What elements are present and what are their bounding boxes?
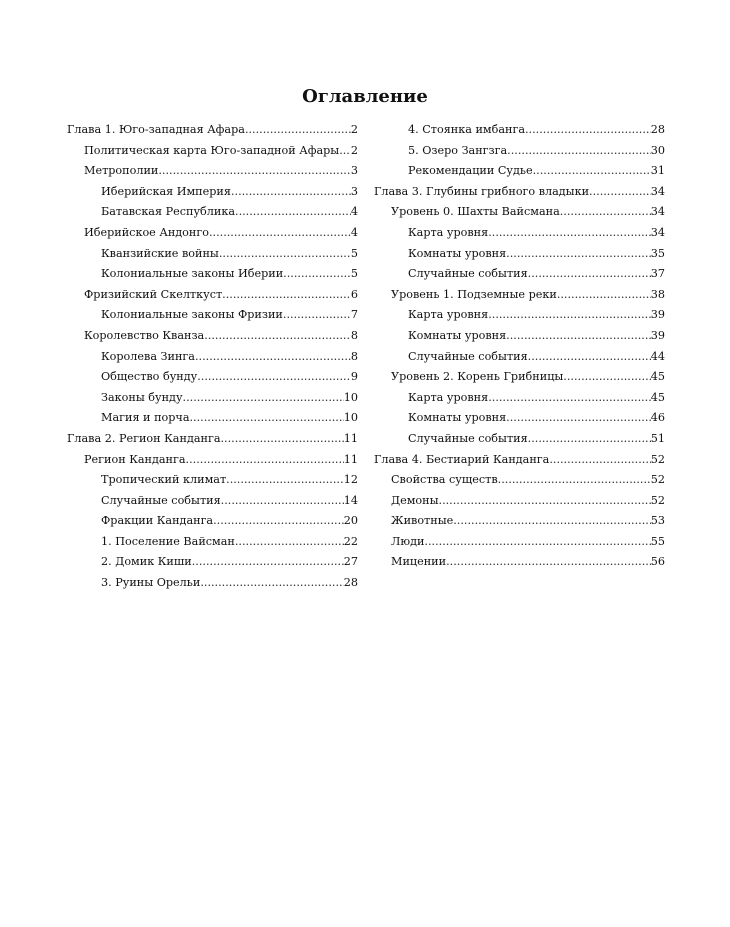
toc-entry-page: 44 [650, 349, 665, 363]
toc-entry[interactable] [374, 120, 665, 141]
toc-entry-page: 8 [350, 349, 358, 363]
toc-leader-dots [219, 244, 351, 265]
toc-entry-page: 9 [350, 370, 358, 384]
toc-entry-page: 34 [650, 205, 665, 219]
toc-entry[interactable] [67, 182, 358, 203]
toc-entry-title: Случайные события [408, 267, 528, 281]
toc-leader-dots [498, 470, 651, 491]
toc-entry-title: Батавская Республика [101, 205, 236, 219]
toc-entry-page: 20 [343, 514, 358, 528]
toc-entry[interactable] [374, 326, 665, 347]
toc-entry-title: Глава 1. Юго-западная Афара [67, 123, 245, 136]
toc-entry-title: Уровень 1. Подземные реки [391, 287, 557, 301]
toc-entry-title: 1. Поселение Вайсман [101, 534, 235, 548]
toc-entry[interactable] [67, 141, 358, 162]
toc-entry-page: 45 [650, 390, 665, 404]
toc-entry[interactable] [374, 161, 665, 182]
toc-entry[interactable] [67, 305, 358, 326]
toc-leader-dots [339, 141, 351, 162]
toc-leader-dots [231, 182, 351, 203]
toc-entry-title: Уровень 2. Корень Грибницы [391, 370, 564, 384]
toc-leader-dots [563, 367, 650, 388]
toc-entry-title: Магия и порча [101, 411, 190, 425]
toc-entry[interactable] [374, 244, 665, 265]
toc-entry-page: 46 [650, 411, 665, 425]
toc-entry-title: Карта уровня [408, 390, 489, 404]
toc-entry-page: 12 [343, 473, 358, 487]
toc-entry-page: 8 [350, 328, 358, 342]
toc-entry[interactable] [67, 511, 358, 532]
toc-right-column [374, 120, 665, 573]
toc-entry-page: 55 [650, 534, 665, 548]
toc-entry-title: Карта уровня [408, 225, 489, 239]
toc-leader-dots [222, 285, 351, 306]
toc-entry[interactable] [374, 511, 665, 532]
toc-entry-page: 52 [650, 493, 665, 507]
toc-entry[interactable] [67, 202, 358, 223]
toc-entry-page: 5 [350, 267, 358, 281]
toc-entry-page: 28 [650, 123, 665, 136]
toc-entry-title: Политическая карта Юго-западной Афары [84, 143, 340, 157]
toc-entry-page: 52 [650, 452, 665, 466]
toc-entry-title: Глава 2. Регион Канданга [67, 431, 221, 445]
page-title: Оглавление [302, 86, 428, 107]
toc-leader-dots [221, 491, 344, 512]
toc-entry-title: Комнаты уровня [408, 328, 507, 342]
toc-leader-dots [245, 120, 351, 141]
toc-entry[interactable] [67, 326, 358, 347]
toc-leader-dots [283, 264, 351, 285]
toc-leader-dots [557, 285, 651, 306]
toc-entry-page: 5 [350, 246, 358, 260]
toc-entry[interactable] [374, 552, 665, 573]
toc-entry[interactable] [374, 408, 665, 429]
toc-entry-page: 22 [343, 534, 358, 548]
toc-leader-dots [235, 532, 344, 553]
toc-leader-dots [439, 491, 651, 512]
toc-entry-page: 10 [343, 390, 358, 404]
toc-entry-title: Иберийская Империя [101, 184, 231, 198]
toc-entry-title: Иберийское Андонго [84, 225, 209, 239]
toc-entry[interactable] [67, 491, 358, 512]
toc-entry-page: 11 [343, 431, 358, 445]
toc-leader-dots [190, 408, 344, 429]
toc-leader-dots [283, 305, 351, 326]
toc-entry-page: 38 [650, 287, 665, 301]
toc-entry-title: Комнаты уровня [408, 411, 507, 425]
toc-entry[interactable] [374, 367, 665, 388]
toc-leader-dots [506, 326, 651, 347]
toc-entry-title: Королева Зинга [101, 349, 195, 363]
toc-entry-title: Колониальные законы Иберии [101, 267, 284, 281]
toc-leader-dots [528, 264, 651, 285]
toc-leader-dots [506, 244, 651, 265]
toc-entry[interactable] [374, 285, 665, 306]
toc-leader-dots [204, 326, 351, 347]
toc-entry-page: 2 [350, 123, 358, 136]
toc-entry-page: 3 [350, 184, 358, 198]
toc-entry-title: Кванзийские войны [101, 246, 219, 260]
toc-entry-page: 35 [650, 246, 665, 260]
toc-entry-title: Случайные события [408, 431, 528, 445]
toc-leader-dots [507, 141, 651, 162]
toc-entry[interactable] [67, 223, 358, 244]
toc-entry[interactable] [374, 182, 665, 203]
toc-entry[interactable] [67, 552, 358, 573]
toc-leader-dots [488, 223, 651, 244]
toc-leader-dots [197, 367, 351, 388]
toc-leader-dots [195, 347, 351, 368]
toc-entry[interactable] [374, 305, 665, 326]
toc-entry-page: 30 [650, 143, 665, 157]
toc-entry-page: 4 [350, 205, 358, 219]
toc-entry-page: 45 [650, 370, 665, 384]
toc-entry-page: 34 [650, 184, 665, 198]
toc-entry[interactable] [374, 491, 665, 512]
toc-entry-title: Глава 3. Глубины грибного владыки [374, 184, 590, 198]
toc-entry[interactable] [67, 161, 358, 182]
toc-leader-dots [589, 182, 651, 203]
toc-entry-title: Тропический климат [101, 473, 227, 487]
toc-entry-title: Карта уровня [408, 308, 489, 322]
toc-leader-dots [533, 161, 651, 182]
toc-leader-dots [549, 450, 650, 471]
toc-leader-dots [528, 429, 651, 450]
toc-entry-title: Метрополии [84, 164, 159, 178]
toc-entry-title: Глава 4. Бестиарий Канданга [374, 452, 550, 466]
toc-entry-page: 27 [343, 555, 358, 569]
toc-entry-page: 10 [343, 411, 358, 425]
toc-entry-title: Случайные события [101, 493, 221, 507]
toc-entry[interactable] [374, 141, 665, 162]
toc-leader-dots [186, 450, 344, 471]
toc-leader-dots [446, 552, 651, 573]
toc-entry-title: Свойства существ [391, 473, 498, 487]
toc-entry-page: 4 [350, 225, 358, 239]
toc-entry[interactable] [67, 532, 358, 553]
toc-leader-dots [528, 347, 651, 368]
toc-leader-dots [560, 202, 651, 223]
toc-entry-title: Колониальные законы Фризии [101, 308, 283, 322]
toc-entry[interactable] [67, 388, 358, 409]
toc-entry-title: Демоны [391, 493, 439, 507]
toc-leader-dots [213, 511, 344, 532]
toc-entry-title: Уровень 0. Шахты Вайсмана [391, 205, 560, 219]
toc-leader-dots [488, 388, 651, 409]
toc-entry[interactable] [374, 264, 665, 285]
toc-entry-page: 31 [650, 164, 665, 178]
toc-entry-page: 53 [650, 514, 665, 528]
toc-entry[interactable] [374, 532, 665, 553]
toc-entry-title: Мицении [391, 555, 447, 569]
toc-leader-dots [488, 305, 651, 326]
toc-entry[interactable] [67, 264, 358, 285]
toc-entry-title: Законы бунду [101, 390, 183, 404]
toc-entry-title: 4. Стоянка имбанга [408, 123, 525, 136]
toc-leader-dots [226, 470, 344, 491]
toc-leader-dots [525, 120, 651, 141]
toc-entry-title: Случайные события [408, 349, 528, 363]
toc-entry[interactable] [374, 429, 665, 450]
toc-entry[interactable] [67, 450, 358, 471]
toc-entry-page: 39 [650, 308, 665, 322]
toc-entry-page: 28 [343, 576, 358, 590]
toc-entry-page: 52 [650, 473, 665, 487]
toc-entry-title: Общество бунду [101, 370, 198, 384]
toc-entry-title: Животные [391, 514, 454, 528]
toc-leader-dots [200, 573, 343, 594]
toc-entry[interactable] [374, 202, 665, 223]
toc-entry-title: 5. Озеро Зангзга [408, 143, 508, 157]
toc-entry-page: 6 [350, 287, 358, 301]
toc-entry-title: Регион Канданга [84, 452, 186, 466]
toc-entry-page: 3 [350, 164, 358, 178]
toc-entry-title: 2. Домик Киши [101, 555, 192, 569]
toc-entry[interactable] [374, 223, 665, 244]
toc-leader-dots [453, 511, 651, 532]
toc-entry-page: 56 [650, 555, 665, 569]
toc-entry-title: Фракции Канданга [101, 514, 214, 528]
toc-entry[interactable] [67, 573, 358, 594]
toc-leader-dots [220, 429, 343, 450]
toc-leader-dots [209, 223, 351, 244]
toc-entry[interactable] [67, 429, 358, 450]
toc-leader-dots [183, 388, 344, 409]
toc-entry-page: 11 [343, 452, 358, 466]
toc-left-column [67, 120, 358, 594]
toc-entry-title: Люди [391, 534, 425, 548]
toc-entry[interactable] [67, 285, 358, 306]
toc-entry[interactable] [67, 120, 358, 141]
toc-entry[interactable] [374, 470, 665, 491]
toc-entry[interactable] [67, 470, 358, 491]
toc-entry[interactable] [67, 367, 358, 388]
toc-entry-page: 14 [343, 493, 358, 507]
toc-entry-title: Королевство Кванза [84, 328, 205, 342]
toc-entry-page: 39 [650, 328, 665, 342]
toc-entry[interactable] [374, 450, 665, 471]
toc-entry-title: Комнаты уровня [408, 246, 507, 260]
toc-entry-page: 34 [650, 225, 665, 239]
toc-entry[interactable] [67, 408, 358, 429]
toc-entry-page: 7 [350, 308, 358, 322]
toc-entry[interactable] [374, 388, 665, 409]
toc-entry-title: Рекомендации Судье [408, 164, 533, 178]
toc-entry[interactable] [67, 244, 358, 265]
toc-entry[interactable] [67, 347, 358, 368]
toc-entry-page: 51 [650, 431, 665, 445]
toc-leader-dots [235, 202, 351, 223]
toc-entry-title: Фризийский Скелткуст [84, 287, 223, 301]
toc-leader-dots [158, 161, 351, 182]
toc-entry[interactable] [374, 347, 665, 368]
toc-entry-title: 3. Руины Орельи [101, 576, 201, 590]
toc-leader-dots [506, 408, 651, 429]
toc-entry-page: 2 [350, 143, 358, 157]
toc-leader-dots [192, 552, 344, 573]
toc-leader-dots [424, 532, 650, 553]
toc-entry-page: 37 [650, 267, 665, 281]
